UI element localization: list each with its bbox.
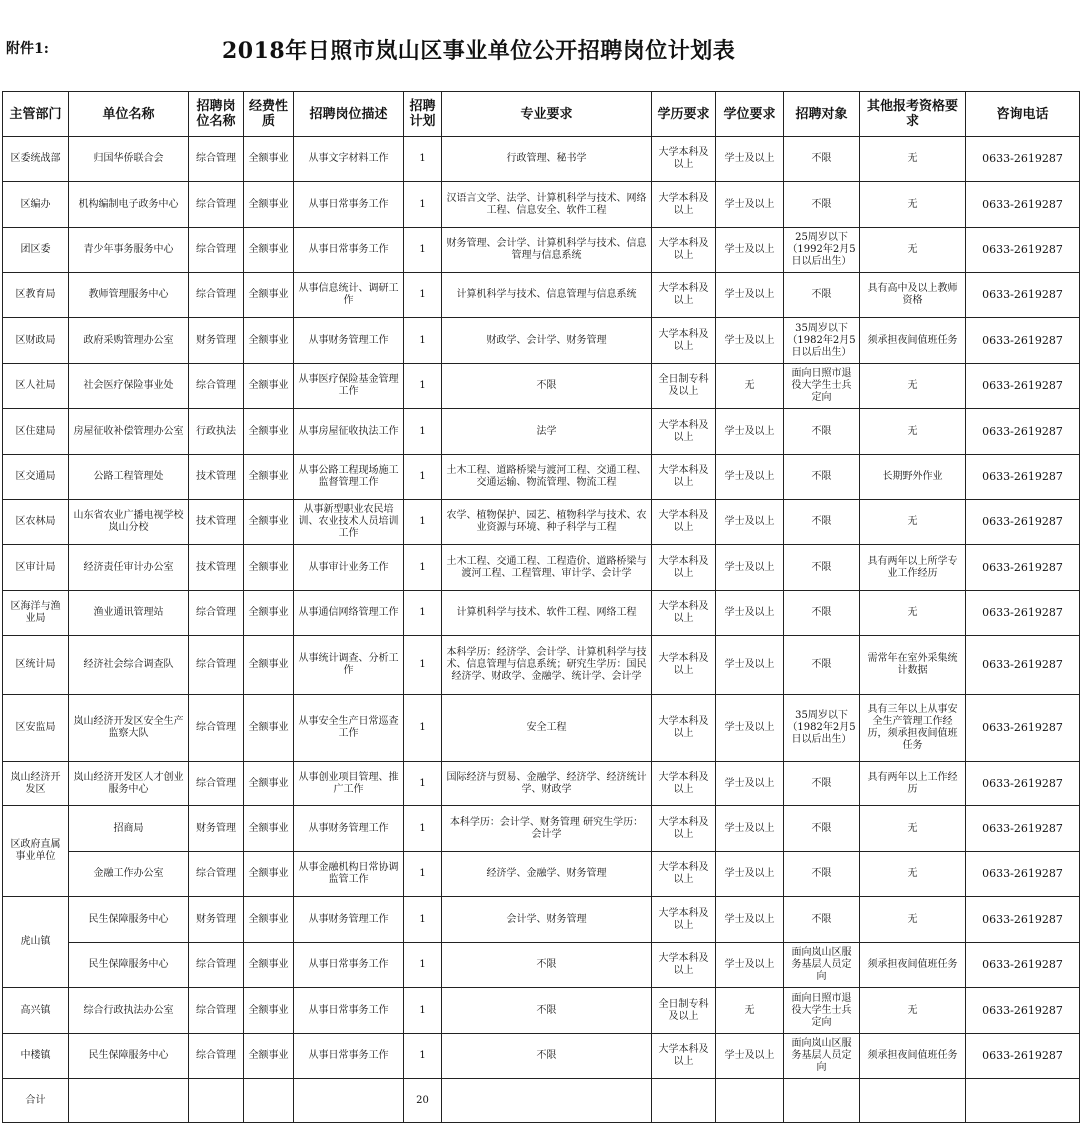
desc-cell: 从事文字材料工作 xyxy=(294,137,404,182)
other-cell: 无 xyxy=(860,897,966,943)
count-cell: 1 xyxy=(404,636,442,695)
major-cell: 汉语言文学、法学、计算机科学与技术、网络工程、信息安全、软件工程 xyxy=(442,182,652,228)
total-count: 20 xyxy=(404,1079,442,1123)
desc-cell: 从事日常事务工作 xyxy=(294,943,404,988)
target-cell: 35周岁以下（1982年2月5日以后出生） xyxy=(784,318,860,364)
major-cell: 土木工程、交通工程、工程造价、道路桥梁与渡河工程、工程管理、审计学、会计学 xyxy=(442,545,652,591)
table-row xyxy=(3,455,1080,500)
target-cell: 不限 xyxy=(784,409,860,455)
phone-cell: 0633-2619287 xyxy=(966,897,1080,943)
column-header: 单位名称 xyxy=(69,92,189,137)
unit-cell: 公路工程管理处 xyxy=(69,455,189,500)
fund-cell: 全额事业 xyxy=(244,273,294,318)
other-cell: 须承担夜间值班任务 xyxy=(860,1034,966,1079)
unit-cell: 渔业通讯管理站 xyxy=(69,591,189,636)
degree-cell: 学士及以上 xyxy=(716,273,784,318)
unit-cell: 社会医疗保险事业处 xyxy=(69,364,189,409)
phone-cell: 0633-2619287 xyxy=(966,318,1080,364)
table-row xyxy=(3,318,1080,364)
unit-cell: 金融工作办公室 xyxy=(69,852,189,897)
edu-cell: 全日制专科及以上 xyxy=(652,364,716,409)
edu-cell: 大学本科及以上 xyxy=(652,636,716,695)
table-row xyxy=(3,409,1080,455)
phone-cell: 0633-2619287 xyxy=(966,500,1080,545)
desc-cell: 从事日常事务工作 xyxy=(294,1034,404,1079)
unit-cell: 经济责任审计办公室 xyxy=(69,545,189,591)
edu-cell: 大学本科及以上 xyxy=(652,228,716,273)
edu-cell: 大学本科及以上 xyxy=(652,591,716,636)
post-cell: 综合管理 xyxy=(189,636,244,695)
table-row xyxy=(3,591,1080,636)
other-cell: 无 xyxy=(860,591,966,636)
post-cell: 综合管理 xyxy=(189,591,244,636)
other-cell: 具有两年以上工作经历 xyxy=(860,762,966,806)
count-cell: 1 xyxy=(404,897,442,943)
count-cell: 1 xyxy=(404,545,442,591)
empty-cell xyxy=(244,1079,294,1123)
major-cell: 计算机科学与技术、信息管理与信息系统 xyxy=(442,273,652,318)
major-cell: 不限 xyxy=(442,943,652,988)
target-cell: 不限 xyxy=(784,182,860,228)
count-cell: 1 xyxy=(404,273,442,318)
table-row xyxy=(3,500,1080,545)
post-cell: 财务管理 xyxy=(189,897,244,943)
desc-cell: 从事医疗保险基金管理工作 xyxy=(294,364,404,409)
fund-cell: 全额事业 xyxy=(244,988,294,1034)
desc-cell: 从事安全生产日常巡查工作 xyxy=(294,695,404,762)
count-cell: 1 xyxy=(404,943,442,988)
phone-cell: 0633-2619287 xyxy=(966,455,1080,500)
other-cell: 无 xyxy=(860,409,966,455)
post-cell: 技术管理 xyxy=(189,545,244,591)
unit-cell: 岚山经济开发区人才创业服务中心 xyxy=(69,762,189,806)
empty-cell xyxy=(784,1079,860,1123)
count-cell: 1 xyxy=(404,852,442,897)
unit-cell: 岚山经济开发区安全生产监察大队 xyxy=(69,695,189,762)
unit-cell: 民生保障服务中心 xyxy=(69,1034,189,1079)
empty-cell xyxy=(652,1079,716,1123)
count-cell: 1 xyxy=(404,988,442,1034)
edu-cell: 大学本科及以上 xyxy=(652,137,716,182)
degree-cell: 学士及以上 xyxy=(716,897,784,943)
count-cell: 1 xyxy=(404,409,442,455)
post-cell: 综合管理 xyxy=(189,695,244,762)
fund-cell: 全额事业 xyxy=(244,636,294,695)
table-row xyxy=(3,364,1080,409)
other-cell: 长期野外作业 xyxy=(860,455,966,500)
phone-cell: 0633-2619287 xyxy=(966,762,1080,806)
target-cell: 面向岚山区服务基层人员定向 xyxy=(784,1034,860,1079)
desc-cell: 从事新型职业农民培训、农业技术人员培训工作 xyxy=(294,500,404,545)
desc-cell: 从事财务管理工作 xyxy=(294,318,404,364)
major-cell: 本科学历：经济学、会计学、计算机科学与技术、信息管理与信息系统；研究生学历：国民经济学、财政学、金融学、统计学、会计学 xyxy=(442,636,652,695)
table-row xyxy=(3,852,1080,897)
edu-cell: 大学本科及以上 xyxy=(652,409,716,455)
page-title: 2018年日照市岚山区事业单位公开招聘岗位计划表 xyxy=(222,38,736,64)
degree-cell: 学士及以上 xyxy=(716,500,784,545)
unit-cell: 招商局 xyxy=(69,806,189,852)
phone-cell: 0633-2619287 xyxy=(966,228,1080,273)
major-cell: 国际经济与贸易、金融学、经济学、经济统计学、财政学 xyxy=(442,762,652,806)
empty-cell xyxy=(716,1079,784,1123)
fund-cell: 全额事业 xyxy=(244,897,294,943)
target-cell: 不限 xyxy=(784,273,860,318)
table-row xyxy=(3,695,1080,762)
desc-cell: 从事统计调查、分析工作 xyxy=(294,636,404,695)
target-cell: 不限 xyxy=(784,137,860,182)
dept-cell: 区委统战部 xyxy=(3,137,69,182)
fund-cell: 全额事业 xyxy=(244,806,294,852)
fund-cell: 全额事业 xyxy=(244,500,294,545)
fund-cell: 全额事业 xyxy=(244,852,294,897)
table-row xyxy=(3,943,1080,988)
major-cell: 会计学、财务管理 xyxy=(442,897,652,943)
total-label: 合计 xyxy=(3,1079,69,1123)
major-cell: 不限 xyxy=(442,1034,652,1079)
target-cell: 25周岁以下（1992年2月5日以后出生） xyxy=(784,228,860,273)
unit-cell: 归国华侨联合会 xyxy=(69,137,189,182)
edu-cell: 大学本科及以上 xyxy=(652,806,716,852)
dept-cell: 区安监局 xyxy=(3,695,69,762)
target-cell: 不限 xyxy=(784,591,860,636)
column-header: 招聘对象 xyxy=(784,92,860,137)
edu-cell: 大学本科及以上 xyxy=(652,943,716,988)
post-cell: 综合管理 xyxy=(189,364,244,409)
phone-cell: 0633-2619287 xyxy=(966,273,1080,318)
major-cell: 不限 xyxy=(442,364,652,409)
count-cell: 1 xyxy=(404,806,442,852)
major-cell: 计算机科学与技术、软件工程、网络工程 xyxy=(442,591,652,636)
fund-cell: 全额事业 xyxy=(244,228,294,273)
table-row xyxy=(3,988,1080,1034)
degree-cell: 学士及以上 xyxy=(716,762,784,806)
edu-cell: 大学本科及以上 xyxy=(652,273,716,318)
count-cell: 1 xyxy=(404,137,442,182)
dept-cell: 区统计局 xyxy=(3,636,69,695)
unit-cell: 青少年事务服务中心 xyxy=(69,228,189,273)
desc-cell: 从事房屋征收执法工作 xyxy=(294,409,404,455)
major-cell: 财务管理、会计学、计算机科学与技术、信息管理与信息系统 xyxy=(442,228,652,273)
other-cell: 无 xyxy=(860,852,966,897)
fund-cell: 全额事业 xyxy=(244,409,294,455)
phone-cell: 0633-2619287 xyxy=(966,364,1080,409)
target-cell: 不限 xyxy=(784,636,860,695)
other-cell: 无 xyxy=(860,364,966,409)
fund-cell: 全额事业 xyxy=(244,182,294,228)
degree-cell: 学士及以上 xyxy=(716,545,784,591)
dept-cell: 区教育局 xyxy=(3,273,69,318)
fund-cell: 全额事业 xyxy=(244,591,294,636)
edu-cell: 大学本科及以上 xyxy=(652,695,716,762)
degree-cell: 学士及以上 xyxy=(716,182,784,228)
unit-cell: 教师管理服务中心 xyxy=(69,273,189,318)
degree-cell: 学士及以上 xyxy=(716,228,784,273)
column-header: 主管部门 xyxy=(3,92,69,137)
unit-cell: 综合行政执法办公室 xyxy=(69,988,189,1034)
desc-cell: 从事日常事务工作 xyxy=(294,182,404,228)
dept-cell: 区海洋与渔业局 xyxy=(3,591,69,636)
unit-cell: 民生保障服务中心 xyxy=(69,943,189,988)
edu-cell: 大学本科及以上 xyxy=(652,500,716,545)
target-cell: 不限 xyxy=(784,762,860,806)
major-cell: 财政学、会计学、财务管理 xyxy=(442,318,652,364)
phone-cell: 0633-2619287 xyxy=(966,1034,1080,1079)
edu-cell: 全日制专科及以上 xyxy=(652,988,716,1034)
count-cell: 1 xyxy=(404,695,442,762)
target-cell: 不限 xyxy=(784,545,860,591)
degree-cell: 学士及以上 xyxy=(716,1034,784,1079)
table-row xyxy=(3,1034,1080,1079)
other-cell: 需常年在室外采集统计数据 xyxy=(860,636,966,695)
fund-cell: 全额事业 xyxy=(244,137,294,182)
column-header: 学位要求 xyxy=(716,92,784,137)
post-cell: 综合管理 xyxy=(189,762,244,806)
edu-cell: 大学本科及以上 xyxy=(652,897,716,943)
desc-cell: 从事日常事务工作 xyxy=(294,988,404,1034)
column-header: 专业要求 xyxy=(442,92,652,137)
desc-cell: 从事财务管理工作 xyxy=(294,806,404,852)
phone-cell: 0633-2619287 xyxy=(966,695,1080,762)
degree-cell: 学士及以上 xyxy=(716,636,784,695)
post-cell: 综合管理 xyxy=(189,852,244,897)
dept-cell: 区农林局 xyxy=(3,500,69,545)
page-header xyxy=(0,0,1080,92)
desc-cell: 从事审计业务工作 xyxy=(294,545,404,591)
other-cell: 须承担夜间值班任务 xyxy=(860,318,966,364)
count-cell: 1 xyxy=(404,500,442,545)
table-body xyxy=(3,137,1080,1123)
degree-cell: 学士及以上 xyxy=(716,806,784,852)
empty-cell xyxy=(294,1079,404,1123)
fund-cell: 全额事业 xyxy=(244,318,294,364)
column-header: 其他报考资格要求 xyxy=(860,92,966,137)
phone-cell: 0633-2619287 xyxy=(966,636,1080,695)
post-cell: 技术管理 xyxy=(189,455,244,500)
target-cell: 面向日照市退役大学生士兵定向 xyxy=(784,988,860,1034)
other-cell: 具有三年以上从事安全生产管理工作经历，须承担夜间值班任务 xyxy=(860,695,966,762)
count-cell: 1 xyxy=(404,1034,442,1079)
desc-cell: 从事公路工程现场施工监督管理工作 xyxy=(294,455,404,500)
degree-cell: 学士及以上 xyxy=(716,409,784,455)
major-cell: 法学 xyxy=(442,409,652,455)
empty-cell xyxy=(860,1079,966,1123)
phone-cell: 0633-2619287 xyxy=(966,852,1080,897)
phone-cell: 0633-2619287 xyxy=(966,591,1080,636)
degree-cell: 学士及以上 xyxy=(716,695,784,762)
total-row xyxy=(3,1079,1080,1123)
other-cell: 无 xyxy=(860,806,966,852)
degree-cell: 无 xyxy=(716,988,784,1034)
empty-cell xyxy=(69,1079,189,1123)
major-cell: 安全工程 xyxy=(442,695,652,762)
desc-cell: 从事日常事务工作 xyxy=(294,228,404,273)
phone-cell: 0633-2619287 xyxy=(966,943,1080,988)
count-cell: 1 xyxy=(404,228,442,273)
target-cell: 面向岚山区服务基层人员定向 xyxy=(784,943,860,988)
post-cell: 行政执法 xyxy=(189,409,244,455)
count-cell: 1 xyxy=(404,182,442,228)
target-cell: 不限 xyxy=(784,852,860,897)
dept-cell: 区财政局 xyxy=(3,318,69,364)
table-row xyxy=(3,273,1080,318)
dept-cell: 虎山镇 xyxy=(3,897,69,988)
count-cell: 1 xyxy=(404,455,442,500)
major-cell: 经济学、金融学、财务管理 xyxy=(442,852,652,897)
post-cell: 综合管理 xyxy=(189,137,244,182)
dept-cell: 区审计局 xyxy=(3,545,69,591)
other-cell: 须承担夜间值班任务 xyxy=(860,943,966,988)
phone-cell: 0633-2619287 xyxy=(966,409,1080,455)
edu-cell: 大学本科及以上 xyxy=(652,762,716,806)
post-cell: 综合管理 xyxy=(189,1034,244,1079)
count-cell: 1 xyxy=(404,762,442,806)
table-row xyxy=(3,545,1080,591)
fund-cell: 全额事业 xyxy=(244,695,294,762)
major-cell: 农学、植物保护、园艺、植物科学与技术、农业资源与环境、种子科学与工程 xyxy=(442,500,652,545)
dept-cell: 岚山经济开发区 xyxy=(3,762,69,806)
fund-cell: 全额事业 xyxy=(244,943,294,988)
desc-cell: 从事创业项目管理、推广工作 xyxy=(294,762,404,806)
degree-cell: 学士及以上 xyxy=(716,137,784,182)
dept-cell: 区交通局 xyxy=(3,455,69,500)
fund-cell: 全额事业 xyxy=(244,1034,294,1079)
unit-cell: 民生保障服务中心 xyxy=(69,897,189,943)
table-row xyxy=(3,137,1080,182)
fund-cell: 全额事业 xyxy=(244,455,294,500)
dept-cell: 区人社局 xyxy=(3,364,69,409)
degree-cell: 学士及以上 xyxy=(716,455,784,500)
dept-cell: 区政府直属事业单位 xyxy=(3,806,69,897)
desc-cell: 从事信息统计、调研工作 xyxy=(294,273,404,318)
desc-cell: 从事通信网络管理工作 xyxy=(294,591,404,636)
dept-cell: 高兴镇 xyxy=(3,988,69,1034)
other-cell: 无 xyxy=(860,228,966,273)
other-cell: 无 xyxy=(860,182,966,228)
unit-cell: 经济社会综合调查队 xyxy=(69,636,189,695)
column-header: 招聘计划 xyxy=(404,92,442,137)
phone-cell: 0633-2619287 xyxy=(966,988,1080,1034)
fund-cell: 全额事业 xyxy=(244,762,294,806)
edu-cell: 大学本科及以上 xyxy=(652,318,716,364)
phone-cell: 0633-2619287 xyxy=(966,137,1080,182)
edu-cell: 大学本科及以上 xyxy=(652,545,716,591)
post-cell: 综合管理 xyxy=(189,988,244,1034)
empty-cell xyxy=(966,1079,1080,1123)
unit-cell: 房屋征收补偿管理办公室 xyxy=(69,409,189,455)
table-row xyxy=(3,636,1080,695)
attachment-label: 附件1: xyxy=(6,41,49,57)
target-cell: 不限 xyxy=(784,455,860,500)
edu-cell: 大学本科及以上 xyxy=(652,182,716,228)
fund-cell: 全额事业 xyxy=(244,545,294,591)
dept-cell: 中楼镇 xyxy=(3,1034,69,1079)
target-cell: 不限 xyxy=(784,806,860,852)
desc-cell: 从事金融机构日常协调监管工作 xyxy=(294,852,404,897)
target-cell: 35周岁以下（1982年2月5日以后出生） xyxy=(784,695,860,762)
dept-cell: 区住建局 xyxy=(3,409,69,455)
edu-cell: 大学本科及以上 xyxy=(652,455,716,500)
fund-cell: 全额事业 xyxy=(244,364,294,409)
post-cell: 财务管理 xyxy=(189,318,244,364)
edu-cell: 大学本科及以上 xyxy=(652,1034,716,1079)
degree-cell: 无 xyxy=(716,364,784,409)
desc-cell: 从事财务管理工作 xyxy=(294,897,404,943)
degree-cell: 学士及以上 xyxy=(716,852,784,897)
column-header: 招聘岗位描述 xyxy=(294,92,404,137)
phone-cell: 0633-2619287 xyxy=(966,182,1080,228)
table-header-row xyxy=(3,92,1080,137)
post-cell: 综合管理 xyxy=(189,228,244,273)
degree-cell: 学士及以上 xyxy=(716,591,784,636)
major-cell: 不限 xyxy=(442,988,652,1034)
degree-cell: 学士及以上 xyxy=(716,943,784,988)
unit-cell: 政府采购管理办公室 xyxy=(69,318,189,364)
major-cell: 土木工程、道路桥梁与渡河工程、交通工程、交通运输、物流管理、物流工程 xyxy=(442,455,652,500)
post-cell: 财务管理 xyxy=(189,806,244,852)
phone-cell: 0633-2619287 xyxy=(966,545,1080,591)
target-cell: 不限 xyxy=(784,897,860,943)
post-cell: 综合管理 xyxy=(189,182,244,228)
column-header: 咨询电话 xyxy=(966,92,1080,137)
table-row xyxy=(3,806,1080,852)
phone-cell: 0633-2619287 xyxy=(966,806,1080,852)
count-cell: 1 xyxy=(404,364,442,409)
other-cell: 具有两年以上所学专业工作经历 xyxy=(860,545,966,591)
table-row xyxy=(3,182,1080,228)
other-cell: 无 xyxy=(860,988,966,1034)
table-row xyxy=(3,228,1080,273)
major-cell: 本科学历：会计学、财务管理 研究生学历：会计学 xyxy=(442,806,652,852)
degree-cell: 学士及以上 xyxy=(716,318,784,364)
table-row xyxy=(3,762,1080,806)
other-cell: 具有高中及以上教师资格 xyxy=(860,273,966,318)
target-cell: 面向日照市退役大学生士兵定向 xyxy=(784,364,860,409)
count-cell: 1 xyxy=(404,591,442,636)
empty-cell xyxy=(189,1079,244,1123)
dept-cell: 区编办 xyxy=(3,182,69,228)
post-cell: 技术管理 xyxy=(189,500,244,545)
unit-cell: 山东省农业广播电视学校岚山分校 xyxy=(69,500,189,545)
edu-cell: 大学本科及以上 xyxy=(652,852,716,897)
empty-cell xyxy=(442,1079,652,1123)
major-cell: 行政管理、秘书学 xyxy=(442,137,652,182)
column-header: 经费性质 xyxy=(244,92,294,137)
recruitment-table xyxy=(2,91,1080,1123)
column-header: 学历要求 xyxy=(652,92,716,137)
target-cell: 不限 xyxy=(784,500,860,545)
table-row xyxy=(3,897,1080,943)
count-cell: 1 xyxy=(404,318,442,364)
unit-cell: 机构编制电子政务中心 xyxy=(69,182,189,228)
post-cell: 综合管理 xyxy=(189,273,244,318)
other-cell: 无 xyxy=(860,500,966,545)
post-cell: 综合管理 xyxy=(189,943,244,988)
dept-cell: 团区委 xyxy=(3,228,69,273)
column-header: 招聘岗位名称 xyxy=(189,92,244,137)
other-cell: 无 xyxy=(860,137,966,182)
